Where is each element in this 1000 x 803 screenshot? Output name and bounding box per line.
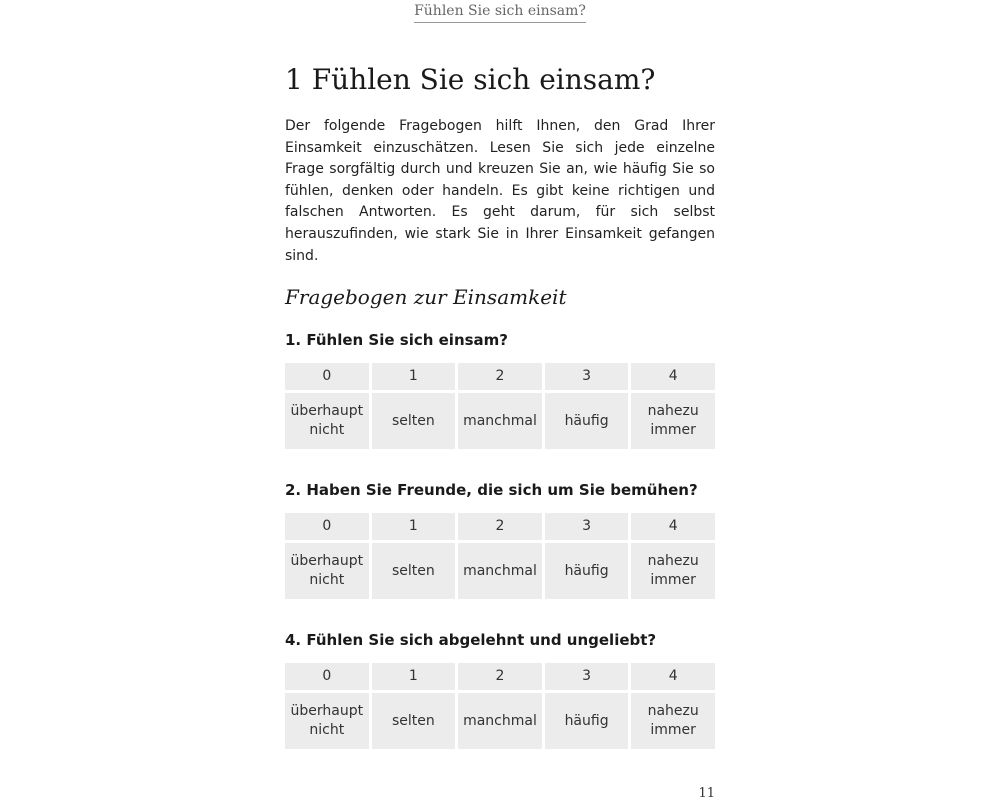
scale-label-2[interactable]: manchmal [458, 693, 542, 749]
scale-label-3[interactable]: häufig [545, 543, 629, 599]
question-1 [285, 328, 715, 438]
scale-values-row [285, 513, 715, 540]
scale-label-1[interactable]: selten [372, 543, 456, 599]
scale-value-4[interactable]: 4 [631, 363, 715, 390]
scale-value-2[interactable]: 2 [458, 363, 542, 390]
scale-value-3[interactable]: 3 [545, 513, 629, 540]
answer-scale [285, 363, 715, 449]
answer-scale [285, 663, 715, 749]
scale-labels-row [285, 543, 715, 599]
scale-label-4[interactable]: nahezu immer [631, 693, 715, 749]
section-title: Fragebogen zur Einsamkeit [285, 285, 567, 309]
scale-value-4[interactable]: 4 [631, 663, 715, 690]
scale-value-4[interactable]: 4 [631, 513, 715, 540]
scale-label-1[interactable]: selten [372, 693, 456, 749]
scale-label-3[interactable]: häufig [545, 693, 629, 749]
chapter-title: 1 Fühlen Sie sich einsam? [285, 63, 656, 96]
scale-label-1[interactable]: selten [372, 393, 456, 449]
question-2 [285, 478, 715, 588]
question-4 [285, 628, 715, 738]
page-number: 11 [698, 786, 715, 801]
scale-value-0[interactable]: 0 [285, 513, 369, 540]
scale-value-2[interactable]: 2 [458, 513, 542, 540]
scale-label-2[interactable]: manchmal [458, 543, 542, 599]
scale-label-0[interactable]: überhaupt nicht [285, 393, 369, 449]
question-text: 1. Fühlen Sie sich einsam? [285, 331, 509, 349]
scale-value-0[interactable]: 0 [285, 663, 369, 690]
question-text: 2. Haben Sie Freunde, die sich um Sie bemühen? [285, 481, 698, 499]
running-head [0, 0, 1000, 23]
scale-value-2[interactable]: 2 [458, 663, 542, 690]
question-text: 4. Fühlen Sie sich abgelehnt und ungeliebt? [285, 631, 657, 649]
scale-label-3[interactable]: häufig [545, 393, 629, 449]
scale-value-3[interactable]: 3 [545, 663, 629, 690]
scale-label-0[interactable]: überhaupt nicht [285, 543, 369, 599]
scale-labels-row [285, 693, 715, 749]
scale-value-1[interactable]: 1 [372, 363, 456, 390]
scale-value-3[interactable]: 3 [545, 363, 629, 390]
scale-value-1[interactable]: 1 [372, 513, 456, 540]
running-head-text: Fühlen Sie sich einsam? [414, 2, 586, 23]
scale-label-2[interactable]: manchmal [458, 393, 542, 449]
scale-label-0[interactable]: überhaupt nicht [285, 693, 369, 749]
scale-values-row [285, 663, 715, 690]
scale-labels-row [285, 393, 715, 449]
answer-scale [285, 513, 715, 599]
scale-values-row [285, 363, 715, 390]
scale-label-4[interactable]: nahezu immer [631, 543, 715, 599]
scale-label-4[interactable]: nahezu immer [631, 393, 715, 449]
intro-paragraph: Der folgende Fragebogen hilft Ihnen, den Grad Ihrer Einsamkeit einzuschätzen. Lesen Sie sich jede einzelne Frage sorgfältig durch und kreuzen Sie an, wie häufig Sie so fühlen, denken oder handeln. Es gibt keine richtigen und falschen Antworten. Es geht darum, für sich selbst herauszufinden, wie stark Sie in Ihrer Einsamkeit gefangen sind. [285, 118, 715, 264]
scale-value-1[interactable]: 1 [372, 663, 456, 690]
scale-value-0[interactable]: 0 [285, 363, 369, 390]
